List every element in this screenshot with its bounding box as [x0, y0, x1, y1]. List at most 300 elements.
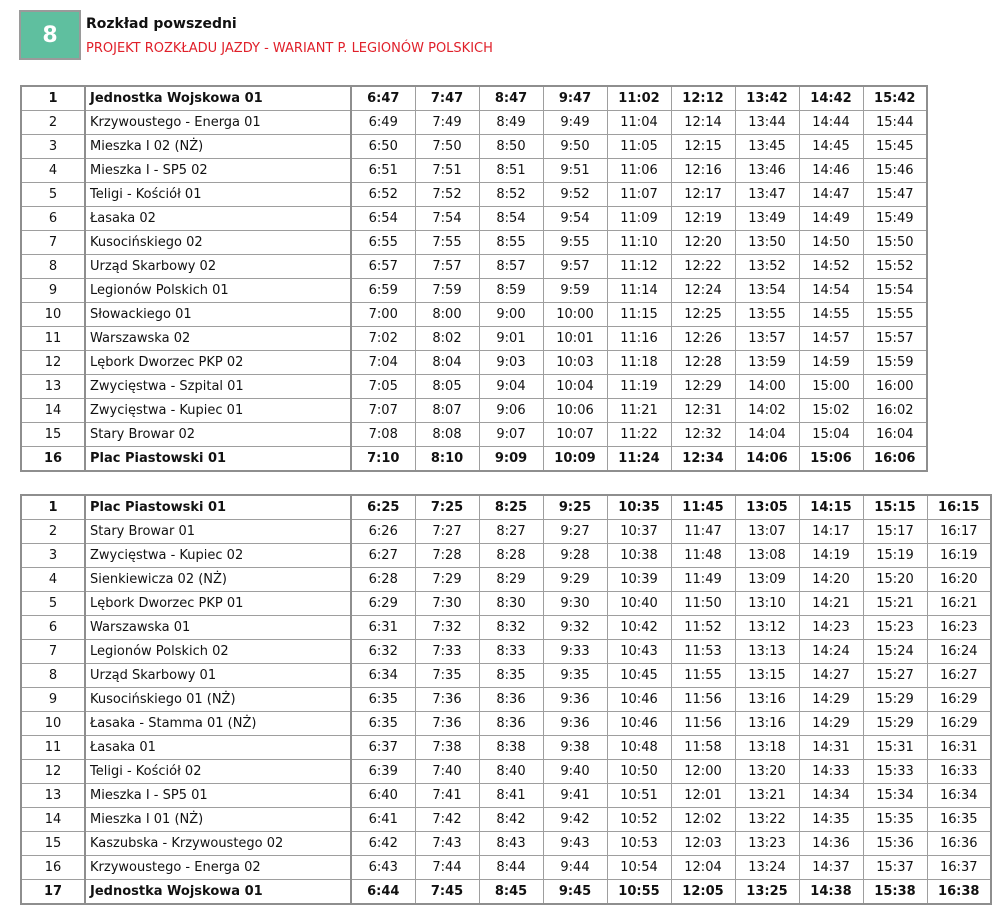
departure-time: 15:17	[863, 520, 927, 544]
row-number: 8	[21, 255, 85, 279]
departure-time: 13:46	[735, 159, 799, 183]
departure-time: 15:47	[863, 183, 927, 207]
departure-time: 15:23	[863, 616, 927, 640]
row-number: 3	[21, 544, 85, 568]
departure-time: 6:59	[351, 279, 415, 303]
departure-time: 12:34	[671, 447, 735, 472]
departure-time: 9:36	[543, 712, 607, 736]
departure-time: 15:49	[863, 207, 927, 231]
departure-time: 11:16	[607, 327, 671, 351]
departure-time: 16:38	[927, 880, 991, 905]
stop-name: Stary Browar 02	[85, 423, 351, 447]
departure-time: 8:44	[479, 856, 543, 880]
table-row	[21, 736, 991, 760]
row-number: 15	[21, 832, 85, 856]
departure-time: 8:08	[415, 423, 479, 447]
table-row	[21, 135, 927, 159]
departure-time: 7:27	[415, 520, 479, 544]
departure-time: 9:45	[543, 880, 607, 905]
departure-time: 8:35	[479, 664, 543, 688]
timetable-return	[20, 494, 992, 905]
departure-time: 14:36	[799, 832, 863, 856]
departure-time: 7:00	[351, 303, 415, 327]
departure-time: 16:24	[927, 640, 991, 664]
departure-time: 12:19	[671, 207, 735, 231]
departure-time: 13:52	[735, 255, 799, 279]
table-row	[21, 568, 991, 592]
departure-time: 7:47	[415, 86, 479, 111]
departure-time: 7:02	[351, 327, 415, 351]
departure-time: 13:47	[735, 183, 799, 207]
departure-time: 8:52	[479, 183, 543, 207]
departure-time: 14:02	[735, 399, 799, 423]
departure-time: 11:58	[671, 736, 735, 760]
departure-time: 15:02	[799, 399, 863, 423]
stop-name: Zwycięstwa - Szpital 01	[85, 375, 351, 399]
departure-time: 12:04	[671, 856, 735, 880]
row-number: 15	[21, 423, 85, 447]
departure-time: 14:42	[799, 86, 863, 111]
departure-time: 7:49	[415, 111, 479, 135]
table-row	[21, 640, 991, 664]
departure-time: 8:36	[479, 712, 543, 736]
departure-time: 10:55	[607, 880, 671, 905]
departure-time: 8:32	[479, 616, 543, 640]
departure-time: 16:36	[927, 832, 991, 856]
departure-time: 12:22	[671, 255, 735, 279]
departure-time: 11:09	[607, 207, 671, 231]
departure-time: 14:17	[799, 520, 863, 544]
departure-time: 8:50	[479, 135, 543, 159]
departure-time: 11:49	[671, 568, 735, 592]
departure-time: 14:27	[799, 664, 863, 688]
departure-time: 11:24	[607, 447, 671, 472]
departure-time: 7:04	[351, 351, 415, 375]
departure-time: 8:27	[479, 520, 543, 544]
row-number: 1	[21, 86, 85, 111]
stop-name: Plac Piastowski 01	[85, 447, 351, 472]
stop-name: Teligi - Kościół 01	[85, 183, 351, 207]
departure-time: 12:00	[671, 760, 735, 784]
stop-name: Mieszka I - SP5 02	[85, 159, 351, 183]
departure-time: 7:51	[415, 159, 479, 183]
departure-time: 13:45	[735, 135, 799, 159]
departure-time: 11:21	[607, 399, 671, 423]
line-number-badge	[19, 10, 81, 60]
stop-name: Kusocińskiego 02	[85, 231, 351, 255]
stop-name: Krzywoustego - Energa 01	[85, 111, 351, 135]
departure-time: 8:40	[479, 760, 543, 784]
departure-time: 15:19	[863, 544, 927, 568]
departure-time: 12:24	[671, 279, 735, 303]
table-row	[21, 520, 991, 544]
line-number: 8	[42, 22, 58, 48]
departure-time: 14:19	[799, 544, 863, 568]
row-number: 16	[21, 856, 85, 880]
row-number: 7	[21, 640, 85, 664]
departure-time: 7:42	[415, 808, 479, 832]
departure-time: 6:55	[351, 231, 415, 255]
departure-time: 10:07	[543, 423, 607, 447]
departure-time: 11:18	[607, 351, 671, 375]
departure-time: 16:33	[927, 760, 991, 784]
departure-time: 15:21	[863, 592, 927, 616]
departure-time: 8:47	[479, 86, 543, 111]
departure-time: 7:54	[415, 207, 479, 231]
departure-time: 9:54	[543, 207, 607, 231]
departure-time: 6:32	[351, 640, 415, 664]
row-number: 7	[21, 231, 85, 255]
departure-time: 7:59	[415, 279, 479, 303]
departure-time: 13:55	[735, 303, 799, 327]
departure-time: 16:29	[927, 688, 991, 712]
departure-time: 13:16	[735, 688, 799, 712]
departure-time: 6:42	[351, 832, 415, 856]
row-number: 14	[21, 808, 85, 832]
departure-time: 9:30	[543, 592, 607, 616]
departure-time: 6:57	[351, 255, 415, 279]
departure-time: 6:51	[351, 159, 415, 183]
departure-time: 9:04	[479, 375, 543, 399]
departure-time: 8:30	[479, 592, 543, 616]
departure-time: 9:28	[543, 544, 607, 568]
departure-time: 14:52	[799, 255, 863, 279]
table-row	[21, 327, 927, 351]
departure-time: 15:59	[863, 351, 927, 375]
departure-time: 9:36	[543, 688, 607, 712]
table-row	[21, 616, 991, 640]
departure-time: 14:45	[799, 135, 863, 159]
stop-name: Mieszka I 02 (NŻ)	[85, 135, 351, 159]
departure-time: 6:34	[351, 664, 415, 688]
stop-name: Mieszka I - SP5 01	[85, 784, 351, 808]
departure-time: 13:50	[735, 231, 799, 255]
departure-time: 15:38	[863, 880, 927, 905]
departure-time: 16:00	[863, 375, 927, 399]
page-title: Rozkład powszedni	[86, 16, 237, 32]
departure-time: 15:44	[863, 111, 927, 135]
departure-time: 6:49	[351, 111, 415, 135]
departure-time: 12:20	[671, 231, 735, 255]
departure-time: 9:57	[543, 255, 607, 279]
departure-time: 8:33	[479, 640, 543, 664]
departure-time: 14:06	[735, 447, 799, 472]
departure-time: 16:23	[927, 616, 991, 640]
departure-time: 10:46	[607, 688, 671, 712]
departure-time: 12:25	[671, 303, 735, 327]
stop-name: Legionów Polskich 02	[85, 640, 351, 664]
departure-time: 16:06	[863, 447, 927, 472]
departure-time: 14:33	[799, 760, 863, 784]
departure-time: 10:50	[607, 760, 671, 784]
departure-time: 10:51	[607, 784, 671, 808]
row-number: 4	[21, 568, 85, 592]
departure-time: 11:06	[607, 159, 671, 183]
departure-time: 9:25	[543, 495, 607, 520]
stop-name: Plac Piastowski 01	[85, 495, 351, 520]
departure-time: 9:33	[543, 640, 607, 664]
departure-time: 9:03	[479, 351, 543, 375]
departure-time: 6:35	[351, 688, 415, 712]
departure-time: 8:51	[479, 159, 543, 183]
departure-time: 8:49	[479, 111, 543, 135]
departure-time: 8:05	[415, 375, 479, 399]
departure-time: 16:15	[927, 495, 991, 520]
departure-time: 7:36	[415, 688, 479, 712]
departure-time: 8:54	[479, 207, 543, 231]
departure-time: 13:44	[735, 111, 799, 135]
stop-name: Teligi - Kościół 02	[85, 760, 351, 784]
departure-time: 10:39	[607, 568, 671, 592]
departure-time: 6:27	[351, 544, 415, 568]
departure-time: 9:49	[543, 111, 607, 135]
row-number: 17	[21, 880, 85, 905]
stop-name: Słowackiego 01	[85, 303, 351, 327]
row-number: 5	[21, 183, 85, 207]
table-row	[21, 231, 927, 255]
table-row	[21, 856, 991, 880]
timetable-outbound-body	[21, 86, 927, 471]
departure-time: 11:12	[607, 255, 671, 279]
departure-time: 13:08	[735, 544, 799, 568]
departure-time: 10:53	[607, 832, 671, 856]
departure-time: 16:04	[863, 423, 927, 447]
row-number: 12	[21, 351, 85, 375]
stop-name: Łasaka 02	[85, 207, 351, 231]
table-row	[21, 808, 991, 832]
departure-time: 9:01	[479, 327, 543, 351]
departure-time: 13:59	[735, 351, 799, 375]
departure-time: 15:54	[863, 279, 927, 303]
departure-time: 14:55	[799, 303, 863, 327]
departure-time: 13:16	[735, 712, 799, 736]
stop-name: Jednostka Wojskowa 01	[85, 86, 351, 111]
departure-time: 9:29	[543, 568, 607, 592]
departure-time: 6:28	[351, 568, 415, 592]
stop-name: Mieszka I 01 (NŻ)	[85, 808, 351, 832]
departure-time: 13:07	[735, 520, 799, 544]
departure-time: 11:22	[607, 423, 671, 447]
departure-time: 7:43	[415, 832, 479, 856]
departure-time: 8:55	[479, 231, 543, 255]
departure-time: 9:09	[479, 447, 543, 472]
table-row	[21, 712, 991, 736]
departure-time: 8:42	[479, 808, 543, 832]
departure-time: 13:54	[735, 279, 799, 303]
departure-time: 7:25	[415, 495, 479, 520]
table-row	[21, 447, 927, 472]
departure-time: 8:00	[415, 303, 479, 327]
departure-time: 6:44	[351, 880, 415, 905]
departure-time: 10:43	[607, 640, 671, 664]
departure-time: 9:51	[543, 159, 607, 183]
departure-time: 10:03	[543, 351, 607, 375]
stop-name: Kusocińskiego 01 (NŻ)	[85, 688, 351, 712]
departure-time: 10:48	[607, 736, 671, 760]
departure-time: 10:42	[607, 616, 671, 640]
departure-time: 12:26	[671, 327, 735, 351]
departure-time: 13:05	[735, 495, 799, 520]
departure-time: 9:52	[543, 183, 607, 207]
departure-time: 6:29	[351, 592, 415, 616]
departure-time: 6:26	[351, 520, 415, 544]
departure-time: 11:50	[671, 592, 735, 616]
departure-time: 15:34	[863, 784, 927, 808]
departure-time: 7:32	[415, 616, 479, 640]
departure-time: 7:38	[415, 736, 479, 760]
stop-name: Kaszubska - Krzywoustego 02	[85, 832, 351, 856]
departure-time: 14:31	[799, 736, 863, 760]
row-number: 8	[21, 664, 85, 688]
stop-name: Łasaka 01	[85, 736, 351, 760]
row-number: 6	[21, 616, 85, 640]
departure-time: 10:46	[607, 712, 671, 736]
departure-time: 9:32	[543, 616, 607, 640]
departure-time: 6:25	[351, 495, 415, 520]
departure-time: 14:38	[799, 880, 863, 905]
departure-time: 16:02	[863, 399, 927, 423]
departure-time: 15:52	[863, 255, 927, 279]
departure-time: 9:44	[543, 856, 607, 880]
departure-time: 13:10	[735, 592, 799, 616]
departure-time: 14:23	[799, 616, 863, 640]
departure-time: 11:02	[607, 86, 671, 111]
departure-time: 14:57	[799, 327, 863, 351]
departure-time: 7:05	[351, 375, 415, 399]
departure-time: 14:37	[799, 856, 863, 880]
departure-time: 16:17	[927, 520, 991, 544]
row-number: 3	[21, 135, 85, 159]
departure-time: 14:21	[799, 592, 863, 616]
row-number: 13	[21, 784, 85, 808]
departure-time: 16:21	[927, 592, 991, 616]
stop-name: Zwycięstwa - Kupiec 02	[85, 544, 351, 568]
departure-time: 9:59	[543, 279, 607, 303]
departure-time: 7:36	[415, 712, 479, 736]
departure-time: 13:15	[735, 664, 799, 688]
departure-time: 8:29	[479, 568, 543, 592]
departure-time: 10:38	[607, 544, 671, 568]
departure-time: 13:42	[735, 86, 799, 111]
departure-time: 7:35	[415, 664, 479, 688]
stop-name: Warszawska 01	[85, 616, 351, 640]
departure-time: 6:54	[351, 207, 415, 231]
departure-time: 12:03	[671, 832, 735, 856]
table-row	[21, 279, 927, 303]
departure-time: 6:39	[351, 760, 415, 784]
departure-time: 9:07	[479, 423, 543, 447]
departure-time: 15:15	[863, 495, 927, 520]
departure-time: 7:10	[351, 447, 415, 472]
departure-time: 10:35	[607, 495, 671, 520]
departure-time: 10:04	[543, 375, 607, 399]
departure-time: 11:15	[607, 303, 671, 327]
departure-time: 13:49	[735, 207, 799, 231]
departure-time: 15:55	[863, 303, 927, 327]
departure-time: 7:30	[415, 592, 479, 616]
departure-time: 11:45	[671, 495, 735, 520]
departure-time: 15:29	[863, 712, 927, 736]
departure-time: 9:27	[543, 520, 607, 544]
row-number: 2	[21, 520, 85, 544]
stop-name: Krzywoustego - Energa 02	[85, 856, 351, 880]
departure-time: 9:43	[543, 832, 607, 856]
departure-time: 11:52	[671, 616, 735, 640]
table-row	[21, 375, 927, 399]
departure-time: 6:47	[351, 86, 415, 111]
departure-time: 16:20	[927, 568, 991, 592]
departure-time: 7:57	[415, 255, 479, 279]
departure-time: 13:12	[735, 616, 799, 640]
departure-time: 15:42	[863, 86, 927, 111]
departure-time: 10:40	[607, 592, 671, 616]
departure-time: 9:41	[543, 784, 607, 808]
departure-time: 14:04	[735, 423, 799, 447]
page-subtitle: PROJEKT ROZKŁADU JAZDY - WARIANT P. LEGIONÓW POLSKICH	[86, 41, 493, 56]
departure-time: 11:56	[671, 688, 735, 712]
departure-time: 13:25	[735, 880, 799, 905]
stop-name: Sienkiewicza 02 (NŻ)	[85, 568, 351, 592]
departure-time: 8:04	[415, 351, 479, 375]
departure-time: 15:46	[863, 159, 927, 183]
departure-time: 16:37	[927, 856, 991, 880]
departure-time: 12:17	[671, 183, 735, 207]
departure-time: 14:00	[735, 375, 799, 399]
departure-time: 6:40	[351, 784, 415, 808]
table-row	[21, 111, 927, 135]
departure-time: 12:01	[671, 784, 735, 808]
row-number: 13	[21, 375, 85, 399]
departure-time: 15:24	[863, 640, 927, 664]
row-number: 12	[21, 760, 85, 784]
departure-time: 14:35	[799, 808, 863, 832]
departure-time: 9:06	[479, 399, 543, 423]
row-number: 14	[21, 399, 85, 423]
departure-time: 13:21	[735, 784, 799, 808]
departure-time: 16:31	[927, 736, 991, 760]
departure-time: 8:36	[479, 688, 543, 712]
departure-time: 10:52	[607, 808, 671, 832]
departure-time: 13:13	[735, 640, 799, 664]
departure-time: 6:37	[351, 736, 415, 760]
stop-name: Warszawska 02	[85, 327, 351, 351]
row-number: 9	[21, 279, 85, 303]
table-row	[21, 399, 927, 423]
departure-time: 12:31	[671, 399, 735, 423]
table-row	[21, 784, 991, 808]
departure-time: 15:31	[863, 736, 927, 760]
departure-time: 9:42	[543, 808, 607, 832]
departure-time: 9:00	[479, 303, 543, 327]
departure-time: 12:32	[671, 423, 735, 447]
departure-time: 15:33	[863, 760, 927, 784]
departure-time: 16:35	[927, 808, 991, 832]
departure-time: 14:44	[799, 111, 863, 135]
departure-time: 10:54	[607, 856, 671, 880]
departure-time: 14:24	[799, 640, 863, 664]
departure-time: 12:16	[671, 159, 735, 183]
departure-time: 16:34	[927, 784, 991, 808]
departure-time: 6:41	[351, 808, 415, 832]
departure-time: 12:02	[671, 808, 735, 832]
departure-time: 6:50	[351, 135, 415, 159]
stop-name: Lębork Dworzec PKP 02	[85, 351, 351, 375]
stop-name: Zwycięstwa - Kupiec 01	[85, 399, 351, 423]
row-number: 5	[21, 592, 85, 616]
departure-time: 14:29	[799, 688, 863, 712]
departure-time: 12:14	[671, 111, 735, 135]
departure-time: 15:27	[863, 664, 927, 688]
